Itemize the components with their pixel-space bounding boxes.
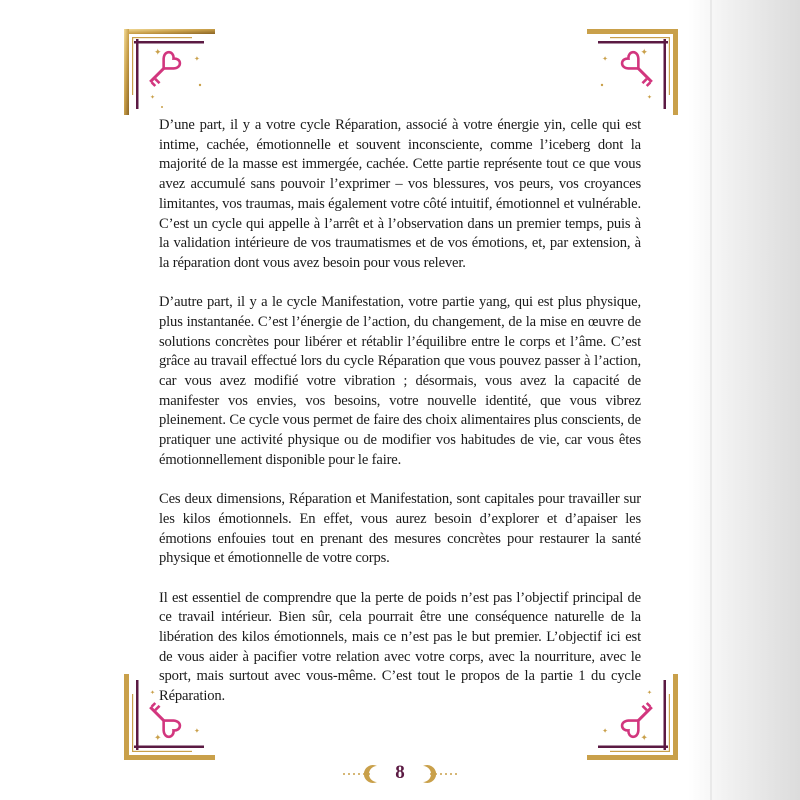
paragraph-1: D’une part, il y a votre cycle Réparation, associé à votre énergie yin, celle qui est intime, cachée, émotionnelle et souvent inconsciente, comme l’iceberg dont la majorité de la masse est immergée, cachée. Cette partie représente tout ce que vous avez accumulé sans pouvoir l’exprimer – vos blessures, vos peurs, vos croyances limitantes, vos traumas, mais également votre côté intuitif, émotionnel et vulnérable. C’est un cycle qui appelle à l’arrêt et à l’observation dans un premier temps, puis à la validation intérieure de vos traumatismes et de vos émotions, et, par extension, à la réparation dont vous avez besoin pour vous relever. (159, 117, 641, 271)
svg-text:✦: ✦ (150, 95, 156, 101)
corner-ornament-top-left (122, 27, 217, 117)
key-heart-icon (585, 27, 680, 117)
sparkle-icon: ✦ (154, 732, 162, 742)
corner-ornament-top-right (585, 27, 680, 117)
svg-text:✦: ✦ (194, 55, 200, 63)
svg-text:✦: ✦ (646, 95, 652, 101)
page-footer (330, 760, 470, 786)
svg-text:✦: ✦ (150, 688, 156, 694)
svg-text:✦: ✦ (646, 688, 652, 694)
paragraph-2: D’autre part, il y a le cycle Manifestation, votre partie yang, qui est plus physique, plus instantanée. C’est l’énergie de l’action, du changement, de la mise en œuvre de solutions concrètes pour libérer et rétablir l’équilibre entre le corps et l’âme. C’est grâce au travail effectué lors du cycle Réparation que vous pouvez passer à l’action, car vous avez modifié votre vibration ; désormais, vous avez la capacité de manifester vos envies, vos besoins, votre nouvelle identité, que vous vibrez pleinement. Ce cycle vous permet de faire des choix alimentaires plus conscients, de pratiquer une activité physique ou de modifier vos habitudes de vie, car vous êtes émotionnellement disponible pour le faire. (159, 294, 641, 468)
page-edge (710, 0, 712, 800)
page-spine-shadow (688, 0, 800, 800)
svg-text:✦: ✦ (602, 55, 608, 63)
svg-text:✦: ✦ (602, 726, 608, 734)
sparkle-icon: ✦ (640, 732, 648, 742)
page-number: 8 (395, 762, 405, 783)
paragraph-4: Il est essentiel de comprendre que la perte de poids n’est pas l’objectif principal de ce travail intérieur. Bien sûr, cela pourrait être une conséquence naturelle de la libération des kilos émotionnels, mais ce n’est pas le but premier. L’objectif ici est de vous aider à pacifier votre relation avec votre corps, avec la nourriture, avec le sport, mais surtout avec vous-même. C’est tout le propos de la partie 1 du cycle Réparation. (159, 589, 641, 705)
svg-text:✦: ✦ (194, 726, 200, 734)
key-heart-icon (122, 27, 217, 117)
paragraph-3: Ces deux dimensions, Réparation et Manifestation, sont capitales pour travailler sur les kilos émotionnels. En effet, vous aurez besoin d’explorer et d’apaiser les émotions enfouies tout en prenant des mesures concrètes pour restaurer la santé physique et émotionnelle de votre corps. (159, 491, 641, 567)
body-text (159, 116, 641, 726)
sparkle-icon: ✦ (154, 47, 162, 57)
sparkle-icon: ✦ (640, 47, 648, 57)
